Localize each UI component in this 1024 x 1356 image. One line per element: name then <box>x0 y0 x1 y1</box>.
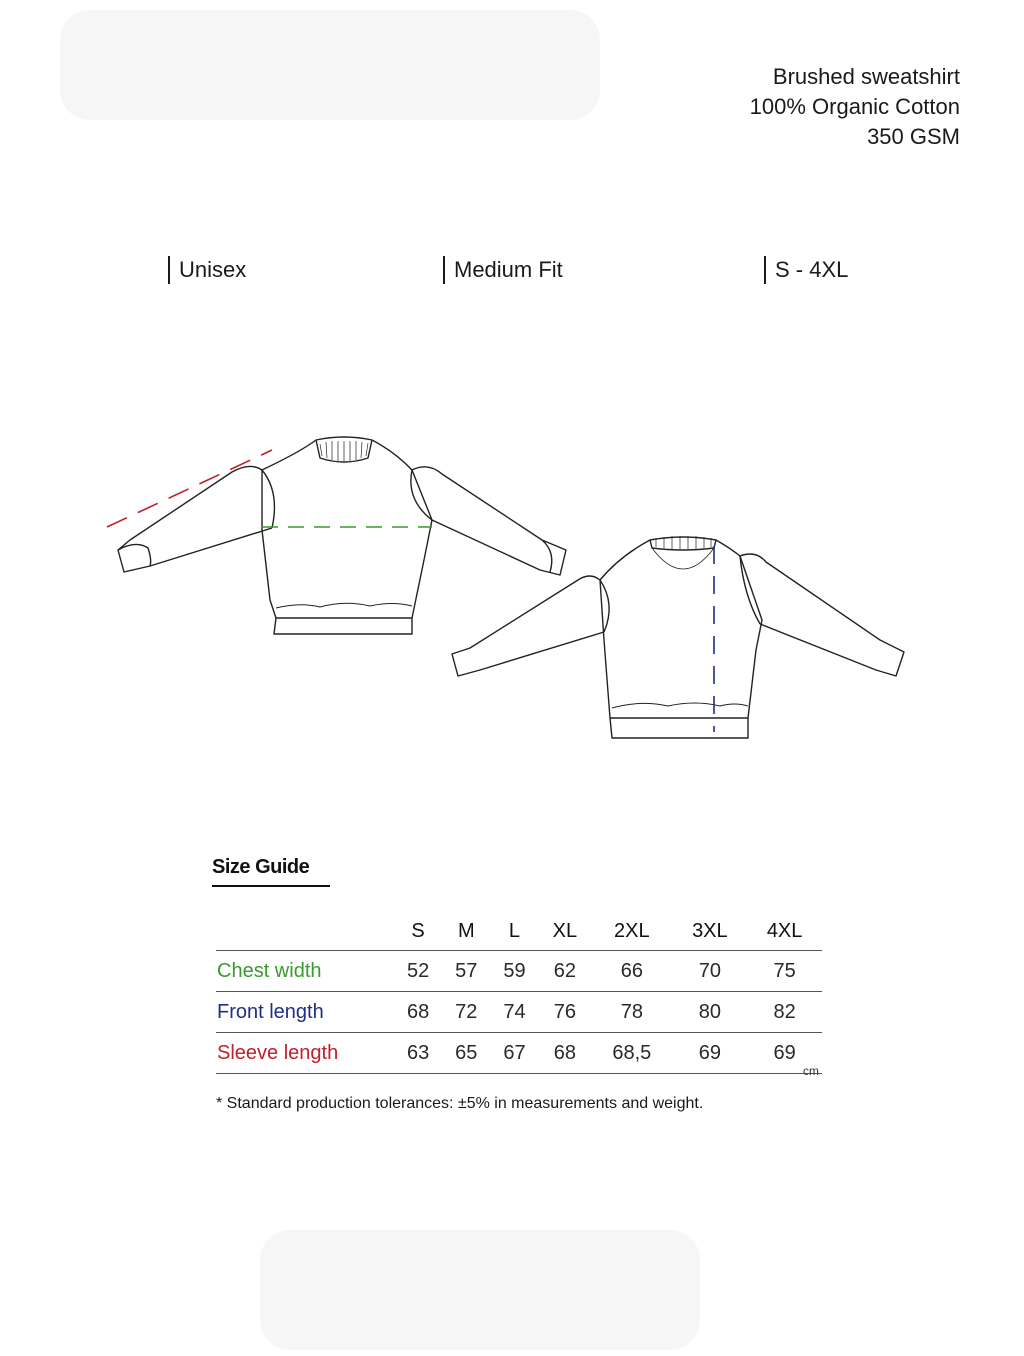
table-cell: 72 <box>442 992 490 1033</box>
size-column-header: L <box>490 912 538 951</box>
table-cell: 74 <box>490 992 538 1033</box>
background-blur-bottom <box>260 1230 700 1350</box>
back-view-drawing <box>452 536 904 738</box>
spec-size-range: S - 4XL <box>764 256 848 284</box>
table-cell: 52 <box>394 951 442 992</box>
size-column-header: 2XL <box>591 912 672 951</box>
table-cell: 70 <box>673 951 748 992</box>
garment-drawings <box>0 380 1024 760</box>
size-column-header: M <box>442 912 490 951</box>
header-spacer <box>216 912 394 951</box>
sleeve-measure-line <box>107 450 272 527</box>
table-cell: 59 <box>490 951 538 992</box>
product-weight: 350 GSM <box>867 124 960 149</box>
table-cell: 65 <box>442 1033 490 1074</box>
front-length-label: Front length <box>216 992 394 1033</box>
spec-fit: Medium Fit <box>443 256 563 284</box>
table-cell: 62 <box>539 951 592 992</box>
table-cell: 75 <box>747 951 822 992</box>
table-cell: 63 <box>394 1033 442 1074</box>
product-name: Brushed sweatshirt <box>772 64 960 89</box>
size-header-row <box>216 912 822 951</box>
size-table <box>216 912 822 1074</box>
size-guide-title: Size Guide <box>212 856 330 887</box>
table-cell: 80 <box>673 992 748 1033</box>
tolerance-note: * Standard production tolerances: ±5% in measurements and weight. <box>216 1095 704 1112</box>
table-row <box>216 1033 822 1074</box>
front-view-drawing <box>118 437 566 634</box>
table-row <box>216 951 822 992</box>
table-cell: 69 <box>747 1033 822 1074</box>
table-cell: 66 <box>591 951 672 992</box>
sleeve-length-label: Sleeve length <box>216 1033 394 1074</box>
unit-label: cm <box>803 1064 819 1078</box>
product-info <box>750 62 960 152</box>
table-cell: 68 <box>394 992 442 1033</box>
table-cell: 69 <box>673 1033 748 1074</box>
table-cell: 68 <box>539 1033 592 1074</box>
table-cell: 82 <box>747 992 822 1033</box>
spec-gender: Unisex <box>168 256 246 284</box>
background-blur-top <box>60 10 600 120</box>
size-column-header: 3XL <box>673 912 748 951</box>
size-column-header: S <box>394 912 442 951</box>
size-column-header: 4XL <box>747 912 822 951</box>
chest-width-label: Chest width <box>216 951 394 992</box>
table-cell: 78 <box>591 992 672 1033</box>
table-cell: 68,5 <box>591 1033 672 1074</box>
product-material: 100% Organic Cotton <box>749 94 960 119</box>
table-row <box>216 992 822 1033</box>
table-cell: 76 <box>539 992 592 1033</box>
table-cell: 57 <box>442 951 490 992</box>
size-column-header: XL <box>539 912 592 951</box>
table-cell: 67 <box>490 1033 538 1074</box>
